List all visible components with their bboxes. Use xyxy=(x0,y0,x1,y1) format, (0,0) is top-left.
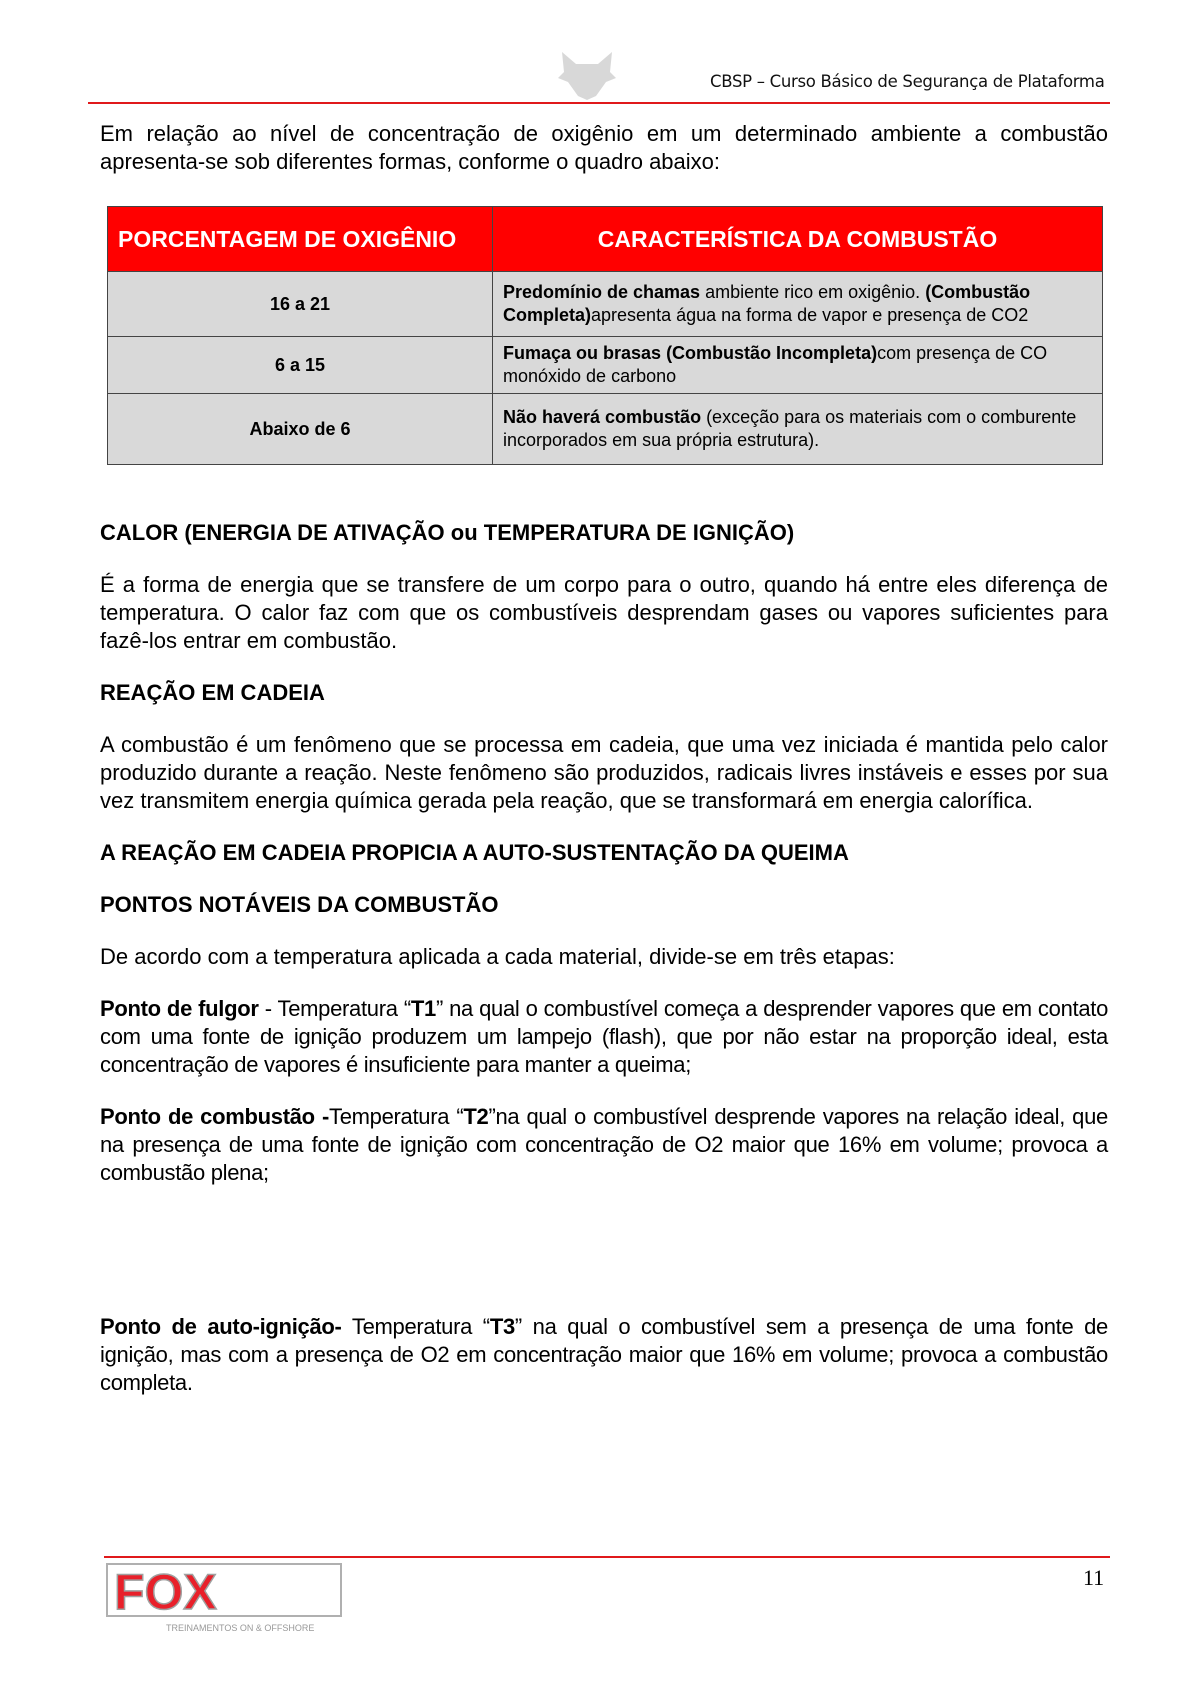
bold-text-run: Predomínio de chamas xyxy=(503,282,701,302)
paragraph-reacao-em-cadeia: A combustão é um fenômeno que se processa em cadeia, que uma vez iniciada é mantida pelo calor produzido durante a reação. Neste fenômeno são produzidos, radicais livres instáveis e esses por sua vez transmitem energia química gerada pela reação, que se transformará em energia calorífica. xyxy=(100,732,1108,813)
bold-text-run: Ponto de combustão - xyxy=(100,1104,329,1129)
paragraph-calor: É a forma de energia que se transfere de um corpo para o outro, quando há entre eles diferença de temperatura. O calor faz com que os combustíveis desprendam gases ou vapores suficientes para fazê-los entrar em combustão. xyxy=(100,572,1108,653)
table-row xyxy=(108,394,1103,465)
logo-tagline: TREINAMENTOS ON & OFFSHORE xyxy=(166,1623,315,1633)
bold-text-run: Fumaça ou brasas (Combustão Incompleta) xyxy=(503,343,878,363)
heading-reacao-em-cadeia: REAÇÃO EM CADEIA xyxy=(100,680,325,705)
column-header-combustion-characteristic: CARACTERÍSTICA DA COMBUSTÃO xyxy=(493,207,1103,272)
fox-logo xyxy=(106,1563,342,1635)
bold-text-run: T2 xyxy=(463,1104,489,1129)
oxygen-percentage-cell: 6 a 15 xyxy=(108,337,493,394)
column-header-oxygen-percentage: PORCENTAGEM DE OXIGÊNIO xyxy=(108,207,493,272)
intro-paragraph: Em relação ao nível de concentração de oxigênio em um determinado ambiente a combustão apresenta-se sob diferentes formas, conforme o quadro abaixo: xyxy=(100,121,1108,174)
text-run: Temperatura “ xyxy=(341,1314,490,1339)
bold-text-run: Não haverá combustão xyxy=(503,407,702,427)
combustion-description-cell xyxy=(493,394,1103,465)
text-run: ”na qual o combustível desprende vapores na relação ideal, que na presença de uma fonte de ignição com concentração de O2 maior que 16% em volume; provoca a combustão plena; xyxy=(100,1104,1108,1185)
text-run: (exceção para os materiais com o comburente incorporados em sua própria estrutura). xyxy=(503,407,1077,450)
page-content xyxy=(100,120,1108,1397)
text-run: Temperatura “ xyxy=(329,1104,464,1129)
text-run: ” na qual o combustível sem a presença de uma fonte de ignição, mas com a presença de O2 em concentração maior que 16% em volume; provoca a combustão completa. xyxy=(100,1314,1108,1395)
footer-divider xyxy=(104,1556,1110,1558)
page-number: 11 xyxy=(1083,1565,1105,1590)
bold-text-run: (Combustão Completa) xyxy=(503,282,1031,325)
paragraph-ponto-de-auto-ignicao xyxy=(100,1313,1108,1397)
text-run: - Temperatura “ xyxy=(258,996,411,1021)
paragraph-ponto-de-combustao xyxy=(100,1103,1108,1187)
oxygen-percentage-cell: 16 a 21 xyxy=(108,272,493,337)
table-header-row xyxy=(108,207,1103,272)
logo-wordmark: FOX xyxy=(114,1564,217,1620)
oxygen-combustion-table xyxy=(107,206,1103,465)
paragraph-ponto-de-fulgor xyxy=(100,995,1108,1079)
bold-text-run: Ponto de fulgor xyxy=(100,996,259,1021)
text-run: ambiente rico em oxigênio. xyxy=(700,282,926,302)
text-run: ” na qual o combustível começa a desprender vapores que em contato com uma fonte de ignição produzem um lampejo (flash), que por não estar na proporção ideal, esta concentração de vapores é insuficiente para manter a queima; xyxy=(100,996,1108,1077)
heading-pontos-notaveis: PONTOS NOTÁVEIS DA COMBUSTÃO xyxy=(100,892,499,917)
combustion-description-cell xyxy=(493,272,1103,337)
text-run: apresenta água na forma de vapor e presença de CO2 xyxy=(591,305,1029,325)
bold-text-run: T3 xyxy=(489,1314,515,1339)
table-row xyxy=(108,272,1103,337)
combustion-description-cell xyxy=(493,337,1103,394)
bold-text-run: Ponto de auto-ignição- xyxy=(100,1314,342,1339)
paragraph-pontos-intro: De acordo com a temperatura aplicada a cada material, divide-se em três etapas: xyxy=(100,944,895,969)
heading-calor: CALOR (ENERGIA DE ATIVAÇÃO ou TEMPERATURA DE IGNIÇÃO) xyxy=(100,520,795,545)
bold-text-run: T1 xyxy=(410,996,436,1021)
document-header-title: CBSP – Curso Básico de Segurança de Plataforma xyxy=(710,72,1105,91)
header-divider xyxy=(88,102,1110,104)
table-row xyxy=(108,337,1103,394)
heading-auto-sustentacao: A REAÇÃO EM CADEIA PROPICIA A AUTO-SUSTENTAÇÃO DA QUEIMA xyxy=(100,840,849,865)
oxygen-percentage-cell: Abaixo de 6 xyxy=(108,394,493,465)
text-run: com presença de CO monóxido de carbono xyxy=(503,343,1048,386)
fox-head-icon xyxy=(556,50,618,100)
